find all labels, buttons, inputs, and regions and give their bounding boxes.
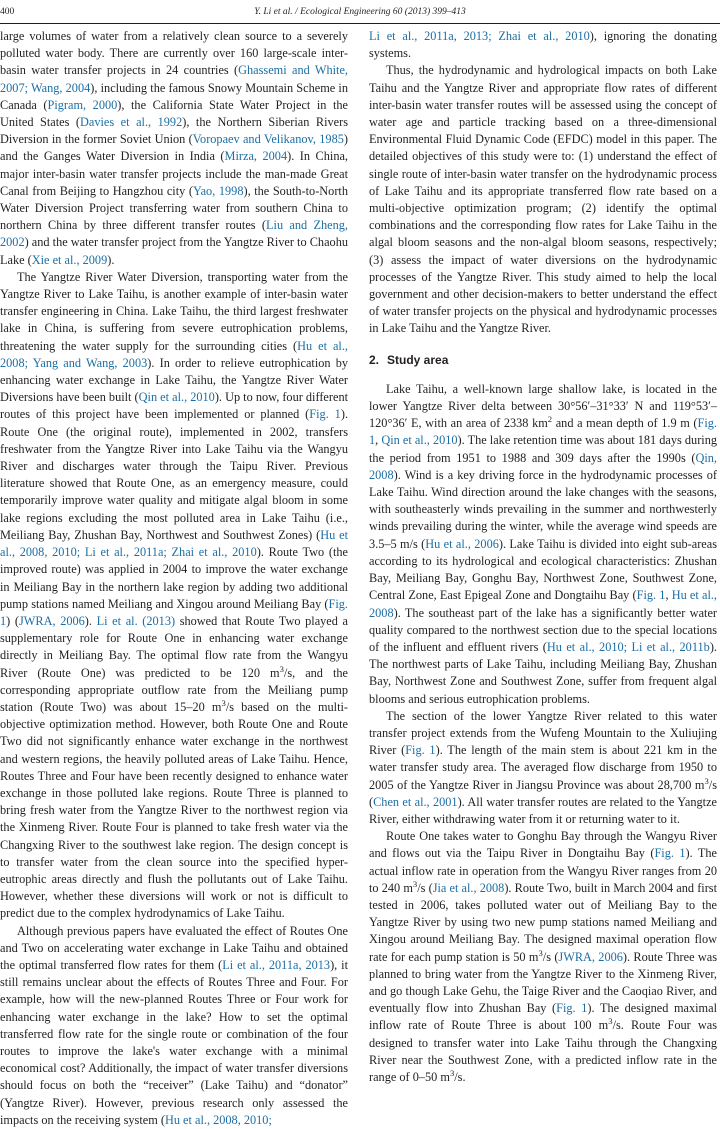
citation-link[interactable]: Qin et al., 2010 bbox=[381, 433, 458, 448]
paragraph: The section of the lower Yangtze River related to this water transfer project extends from the Wufeng Mountain to the Xuliujing River (Fig. 1). The length of the main stem is about 221 km in the water transfer study area. The averaged flow discharge from 1950 to 2005 of the Yangtze River in Jiangsu Province was about 28,700 $m^3/s$ (Chen et al., 2001). All water transfer routes are related to the Yangtze River, either withdrawing water from it or returning water to it. bbox=[369, 708, 717, 826]
journal-citation: Y. Li et al. / Ecological Engineering 60 (2013) 399–413 bbox=[254, 7, 466, 17]
paragraph: large volumes of water from a relatively clean source to a severely polluted water body. There are currently over 160 large-scale inter-basin water transfer projects in 24 countries (Ghassemi and White, 2007; Wang, 2004), including the famous Snowy Mountain Scheme in Canada (Pigram, 2000), the California State Water Project in the United States (Davies et al., 1992), the Northern Siberian Rivers Diversion in the former Soviet Union (Voropaev and Velikanov, 1985) and the Ganges Water Diversion in India (Mirza, 2004). In China, major inter-basin water transfer projects include the man-made Great Canal from Beijing to Hangzhou city (Yao, 1998), the South-to-North Water Diversion Project transferring water from southern China to northern China by three different transfer routes (Liu and Zheng, 2002) and the water transfer project from the Yangtze River to Chaohu Lake (Xie et al., 2009). bbox=[0, 29, 349, 267]
citation-link[interactable]: Pigram, 2000 bbox=[47, 97, 118, 112]
citation-link[interactable]: Fig. 1 bbox=[309, 407, 341, 422]
superscript: 3 bbox=[608, 1016, 613, 1027]
citation-link[interactable]: Fig. 1 bbox=[405, 743, 436, 758]
citation-link[interactable]: Chen et al., 2001 bbox=[373, 794, 458, 809]
paragraph: Route One takes water to Gonghu Bay through the Wangyu River and flows out via the Taipu River in Dongtaihu Bay (Fig. 1). The actual inflow rate in operation from the Wangyu River ranges from 20 to 240 $m^3/s$ (Jia et al., 2008). Route Two, built in March 2004 and first tested in 2006, takes polluted water out of Meiliang Bay to the Yangtze River by using two new pump stations named Meiliang and Xingou around Meiliang Bay. The designed maximal operation flow rate for each pump station is 50 $m^3/s$ (JWRA, 2006). Route Three was planned to bring water from the Yangtze River to the Xinmeng River, and go though Lake Gehu, the Taige River and the Caoqiao River, and eventually flow into Zhushan Bay (Fig. 1). The designed maximal inflow rate of Route Three is about 100 $m^3/s$. Route Four was designed to transfer water into Lake Taihu through the Changxing River near the Southwest Zone, with a predicted inflow rate in the range of 0–50 $m^3/s$. bbox=[369, 829, 718, 1084]
citation-link[interactable]: Fig. 1 bbox=[369, 416, 717, 448]
superscript: 3 bbox=[704, 775, 709, 786]
paragraph: Li et al., 2011a, 2013; Zhai et al., 2010), ignoring the donating systems. bbox=[369, 29, 717, 61]
right-column bbox=[369, 28, 717, 1086]
citation-link[interactable]: Li et al., 2011a, 2013 bbox=[222, 957, 331, 972]
superscript: 3 bbox=[449, 1067, 455, 1078]
paragraph: The Yangtze River Water Diversion, transporting water from the Yangtze River to Lake Taihu, is another example of inter-basin water transfer engineering in China. Lake Taihu, the third largest freshwater lake in China, is suffering from severe eutrophication problems, threatening the water supply for the surrounding cities (Hu et al., 2008; Yang and Wang, 2003). In order to relieve eutrophication by enhancing water exchange in Lake Taihu, the Yangtze River Water Diversions have been built (Qin et al., 2010). Up to now, four different routes of this project have been implemented or planned (Fig. 1). Route One (the original route), implemented in 2002, transfers freshwater from the Yangtze River into Lake Taihu via the Wangyu River and discharges water through the Taipu River. Previous literature showed that Route One, as an emergency measure, could temporarily improve water quality and mitigate algal bloom in some lake regions excluding the most polluted area in Lake Taihu (i.e., Meiliang Bay, Zhushan Bay, Northwest and Southwest Zones) (Hu et al., 2008, 2010; Li et al., 2011a; Zhai et al., 2010). Route Two (the improved route) was applied in 2004 to improve the water exchange in Meiliang Bay in the northern lake region by adding two additional pump stations named Meiliang and Xingou around Meiliang Bay (Fig. 1) (JWRA, 2006). Li et al. (2013) showed that Route Two played a supplementary role for Route One in enhancing water exchange directly in Meiliang Bay. The optimal flow rate from the Wangyu River (Route One) was predicted to be 120 $m^3/s$, and the corresponding appropriate outflow rate from the Meiliang pump station (Route Two) was about 15–20 $m^3/s$ based on the multi-objective optimization method. However, both Route One and Route Two did not significantly enhance water exchange in the northwest and western regions, the heavily polluted areas of Lake Taihu. Hence, Routes Three and Four have been recently designed to enhance water exchange in those polluted lake regions. Route Three is planned to bring fresh water from the Yangtze River to the northwest region via the Xinmeng River. Route Four is planned to take fresh water via the Changxing River to the southwest lake region. The design concept is to transfer water from the clean source into the specified hyper-eutrophic areas directly and flush the pollutants out of Lake Taihu. However, whether these diversions will work or not is difficult to predict due to the complex hydrodynamics of Lake Taihu. bbox=[0, 269, 349, 921]
citation-link[interactable]: Li et al. (2013) bbox=[96, 613, 176, 628]
left-column bbox=[0, 28, 348, 1129]
superscript: 3 bbox=[221, 697, 226, 708]
paragraph: Lake Taihu, a well-known large shallow lake, is located in the lower Yangtze River delta between 30°56′–31°33′ N and 119°53′–120°36′ E, with an area of 2338 $km^2$ and a mean depth of 1.9 m (Fig. 1, Qin et al., 2010). The lake retention time was about 181 days during the period from 1951 to 1988 and 309 days after the 1990s (Qin, 2008). Wind is a key driving force in the hydrodynamic processes of Lake Taihu. Wind direction around the lake changes with the seasons, with southeasterly winds prevailing in the summer and northwesterly winds prevailing during the winter, while the average wind speeds are 3.5–5 m/s (Hu et al., 2006). Lake Taihu is divided into eight sub-areas according to its hydrological and ecological characteristics: Zhushan Bay, Meiliang Bay, Gonghu Bay, Northwest Zone, Southwest Zone, Central Zone, East Epigeal Zone and Dongtaihu Bay (Fig. 1, Hu et al., 2008). The southeast part of the lake has a significantly better water quality compared to the northwest section due to the special locations of the influent and effluent rivers (Hu et al., 2010; Li et al., 2011b). The northwest parts of Lake Taihu, including Meiliang Bay, Zhushan Bay, Northwest Zone and Southwest Zone, suffer from frequent algal blooms and serious eutrophication problems. bbox=[369, 381, 718, 706]
citation-link[interactable]: Fig. 1 bbox=[636, 588, 666, 603]
citation-link[interactable]: Mirza, 2004 bbox=[224, 149, 288, 164]
section-title: Study area bbox=[387, 352, 449, 367]
citation-link[interactable]: Fig. 1 bbox=[654, 846, 686, 861]
citation-link[interactable]: Qin, 2008 bbox=[369, 450, 717, 482]
citation-link[interactable]: Fig. 1 bbox=[0, 596, 348, 628]
citation-link[interactable]: Hu et al., 2008; Yang and Wang, 2003 bbox=[0, 338, 348, 370]
citation-link[interactable]: Li et al., 2011a, 2013; Zhai et al., 2010 bbox=[369, 29, 590, 43]
citation-link[interactable]: Hu et al., 2008 bbox=[369, 588, 718, 620]
citation-link[interactable]: Hu et al., 2008, 2010; bbox=[164, 1112, 272, 1127]
superscript: 3 bbox=[279, 663, 284, 674]
paragraph: Although previous papers have evaluated the effect of Routes One and Two on accelerating water exchange in Lake Taihu and obtained the optimal transferred flow rates for them (Li et al., 2011a, 2013), it still remains unclear about the effects of Routes Three and Four. For example, how will the new-planned Routes Three or Four work for enhancing water exchange in the lake? How to set the optimal transferred flow rate for the single route or combination of the four routes to improve the lake's water exchange with a minimal economical cost? Additionally, the impact of water transfer diversions should focus on both the “receiver” (Lake Taihu) and “donator” (Yangtze River). However, previous research only assessed the impacts on the receiving system (Hu et al., 2008, 2010; bbox=[0, 923, 349, 1127]
paragraph: Thus, the hydrodynamic and hydrological impacts on both Lake Taihu and the Yangtze River and appropriate flow rates of different inter-basin water transfer routes will be assessed using the concept of water age and particle tracking based on a three-dimensional Environmental Fluid Dynamic Code (EFDC) model in this paper. The detailed objectives of this study were to: (1) understand the effect of single route of inter-basin water transfer on the hydrodynamic process of Lake Taihu and its appropriate transferred flow rate based on a multi-objective optimization program; (2) identify the optimal combinations and the corresponding flow rates for Lake Taihu in the algal bloom seasons and the non-algal bloom seasons, respectively; (3) assess the impact of water diversions on the hydrodynamic processes of the Yangtze River. This study aimed to help the local government and other decision-makers to better understand the effect of water transfer projects on the physical and hydrodynamic processes in Lake Taihu and the Yangtze River. bbox=[369, 63, 717, 336]
citation-link[interactable]: Qin et al., 2010 bbox=[138, 390, 215, 405]
superscript: 3 bbox=[412, 878, 418, 889]
citation-link[interactable]: Fig. 1 bbox=[556, 1001, 588, 1016]
citation-link[interactable]: Jia et al., 2008 bbox=[432, 880, 505, 895]
superscript: 2 bbox=[547, 414, 553, 425]
citation-link[interactable]: Hu et al., 2010; Li et al., 2011b bbox=[546, 639, 710, 654]
citation-link[interactable]: Voropaev and Velikanov, 1985 bbox=[192, 132, 344, 147]
citation-link[interactable]: Ghassemi and White, 2007; Wang, 2004 bbox=[0, 63, 348, 95]
citation-link[interactable]: JWRA, 2006 bbox=[19, 613, 85, 628]
superscript: 3 bbox=[538, 947, 543, 958]
citation-link[interactable]: Liu and Zheng, 2002 bbox=[0, 218, 349, 250]
header-rule bbox=[0, 23, 720, 24]
citation-link[interactable]: Xie et al., 2009 bbox=[31, 252, 108, 267]
section-heading bbox=[369, 352, 717, 369]
page-number: 400 bbox=[0, 7, 15, 17]
running-header bbox=[0, 0, 720, 24]
citation-link[interactable]: Davies et al., 1992 bbox=[80, 115, 183, 130]
citation-link[interactable]: JWRA, 2006 bbox=[558, 949, 623, 964]
citation-link[interactable]: Hu et al., 2008, 2010; Li et al., 2011a; Zhai et al., 2010 bbox=[0, 527, 348, 560]
section-number: 2. bbox=[369, 352, 380, 367]
citation-link[interactable]: Hu et al., 2006 bbox=[425, 536, 499, 551]
citation-link[interactable]: Yao, 1998 bbox=[192, 183, 244, 198]
